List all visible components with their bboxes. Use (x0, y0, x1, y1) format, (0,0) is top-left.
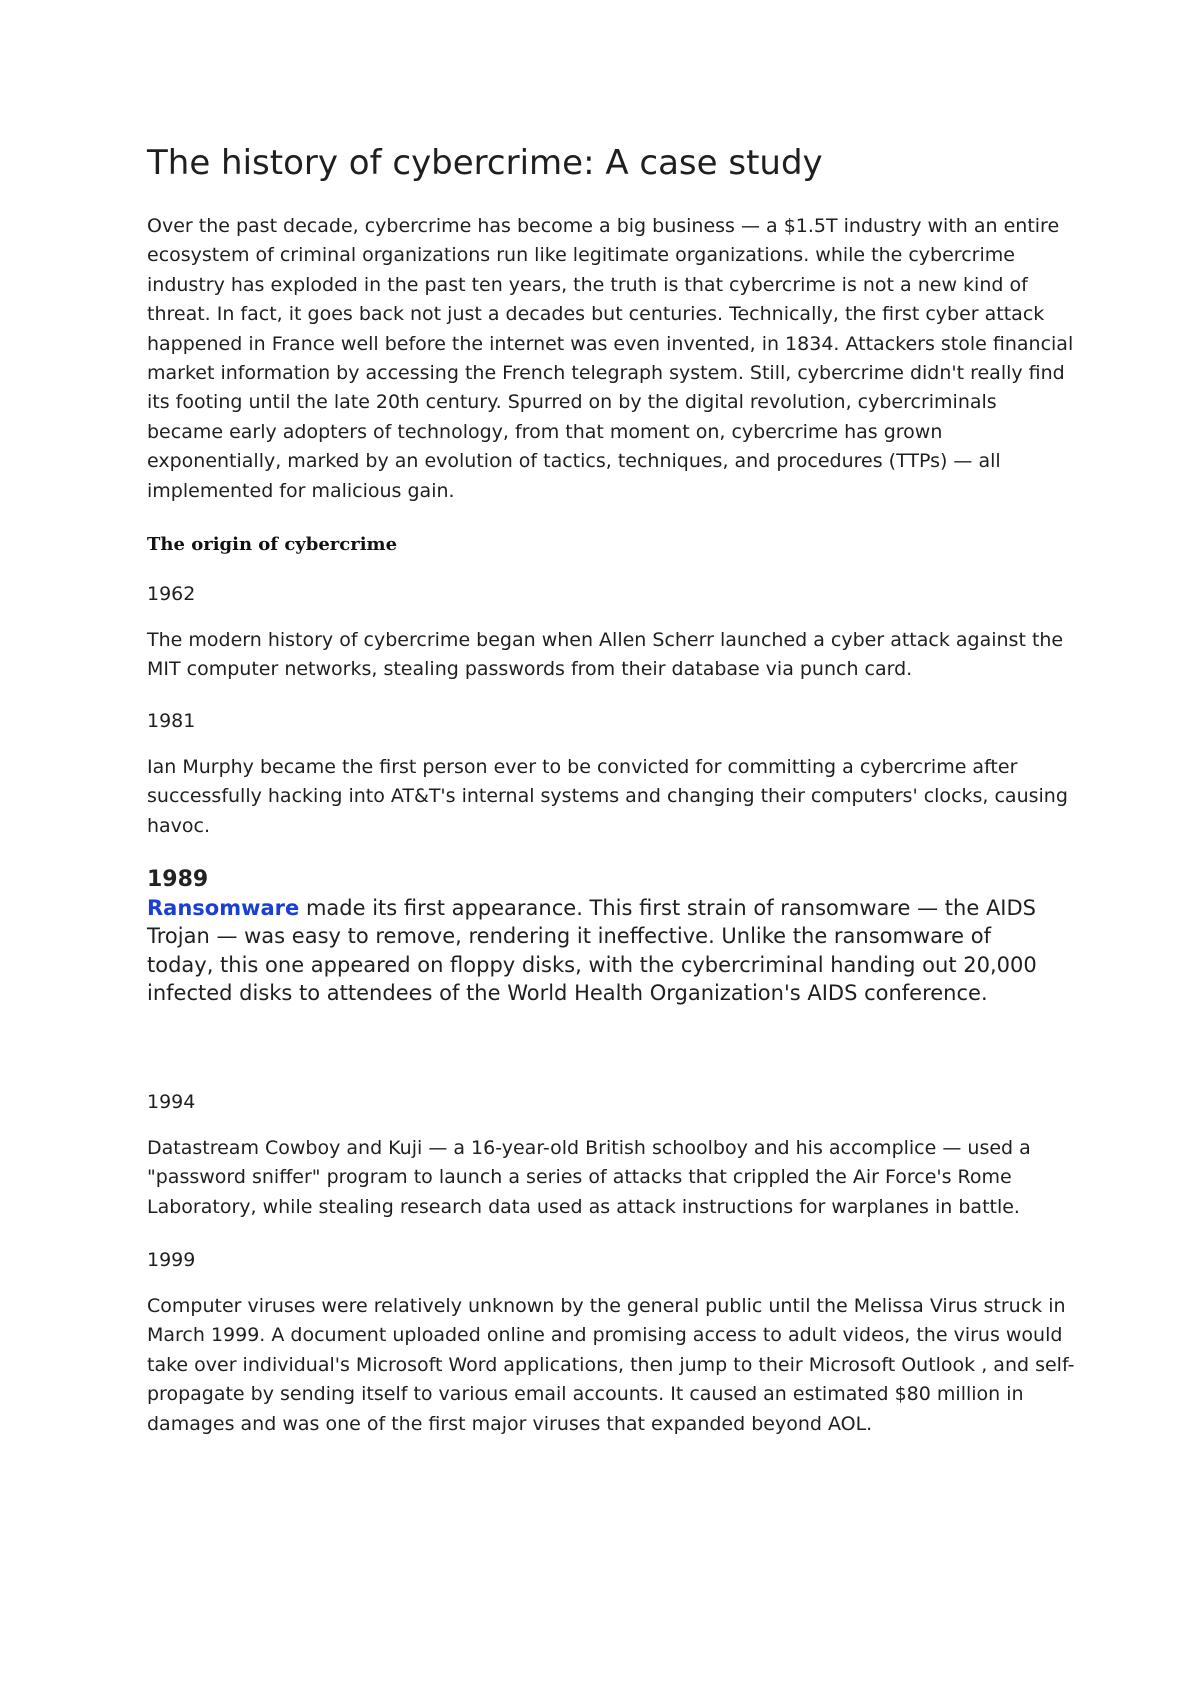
entry-1981-text: Ian Murphy became the first person ever to be convicted for committing a cybercrime after successfully hacking into AT&T's internal systems and changing their computers' clocks, causing havoc. (147, 756, 1068, 837)
year-1981: 1981 (147, 710, 196, 732)
intro-paragraph: Over the past decade, cybercrime has become a big business — a $1.5T industry with an entire ecosystem of criminal organizations run like legitimate organizations. while the cybercrime industry has exploded in the past ten years, the truth is that cybercrime is not a new kind of threat. In fact, it goes back not just a decades but centuries. Technically, the first cyber attack happened in France well before the internet was even invented, in 1834. Attackers stole financial market information by accessing the French telegraph system. Still, cybercrime didn't really find its footing until the late 20th century. Spurred on by the digital revolution, cybercriminals became early adopters of technology, from that moment on, cybercrime has grown exponentially, marked by an evolution of tactics, techniques, and procedures (TTPs) — all implemented for malicious gain. (147, 215, 1074, 502)
section-heading: The origin of cybercrime (147, 534, 398, 555)
year-1994: 1994 (147, 1091, 196, 1113)
year-1999: 1999 (147, 1249, 196, 1271)
year-1962: 1962 (147, 583, 196, 605)
entry-1962-text: The modern history of cybercrime began when Allen Scherr launched a cyber attack against the MIT computer networks, stealing passwords from their database via punch card. (147, 629, 1064, 681)
entry-1999-text: Computer viruses were relatively unknown by the general public until the Melissa Virus struck in March 1999. A document uploaded online and promising access to adult videos, the virus would take over individual's Microsoft Word applications, then jump to their Microsoft Outlook , and self-propagate by sending itself to various email accounts. It caused an estimated $80 million in damages and was one of the first major viruses that expanded beyond AOL. (147, 1295, 1075, 1435)
entry-1989-text (147, 894, 1047, 1008)
year-1989: 1989 (147, 867, 209, 892)
document-title: The history of cybercrime: A case study (147, 143, 823, 183)
entry-1989-body: made its first appearance. This first strain of ransomware — the AIDS Trojan — was easy to remove, rendering it ineffective. Unlike the ransomware of today, this one appeared on floppy disks, with the cybercriminal handing out 20,000 infected disks to attendees of the World Health Organization's AIDS conference. (147, 896, 1037, 1006)
entry-1994-text: Datastream Cowboy and Kuji — a 16-year-old British schoolboy and his accomplice — used a "password sniffer" program to launch a series of attacks that crippled the Air Force's Rome Laboratory, while stealing research data used as attack instructions for warplanes in battle. (147, 1137, 1031, 1218)
ransomware-link[interactable]: Ransomware (147, 896, 300, 920)
